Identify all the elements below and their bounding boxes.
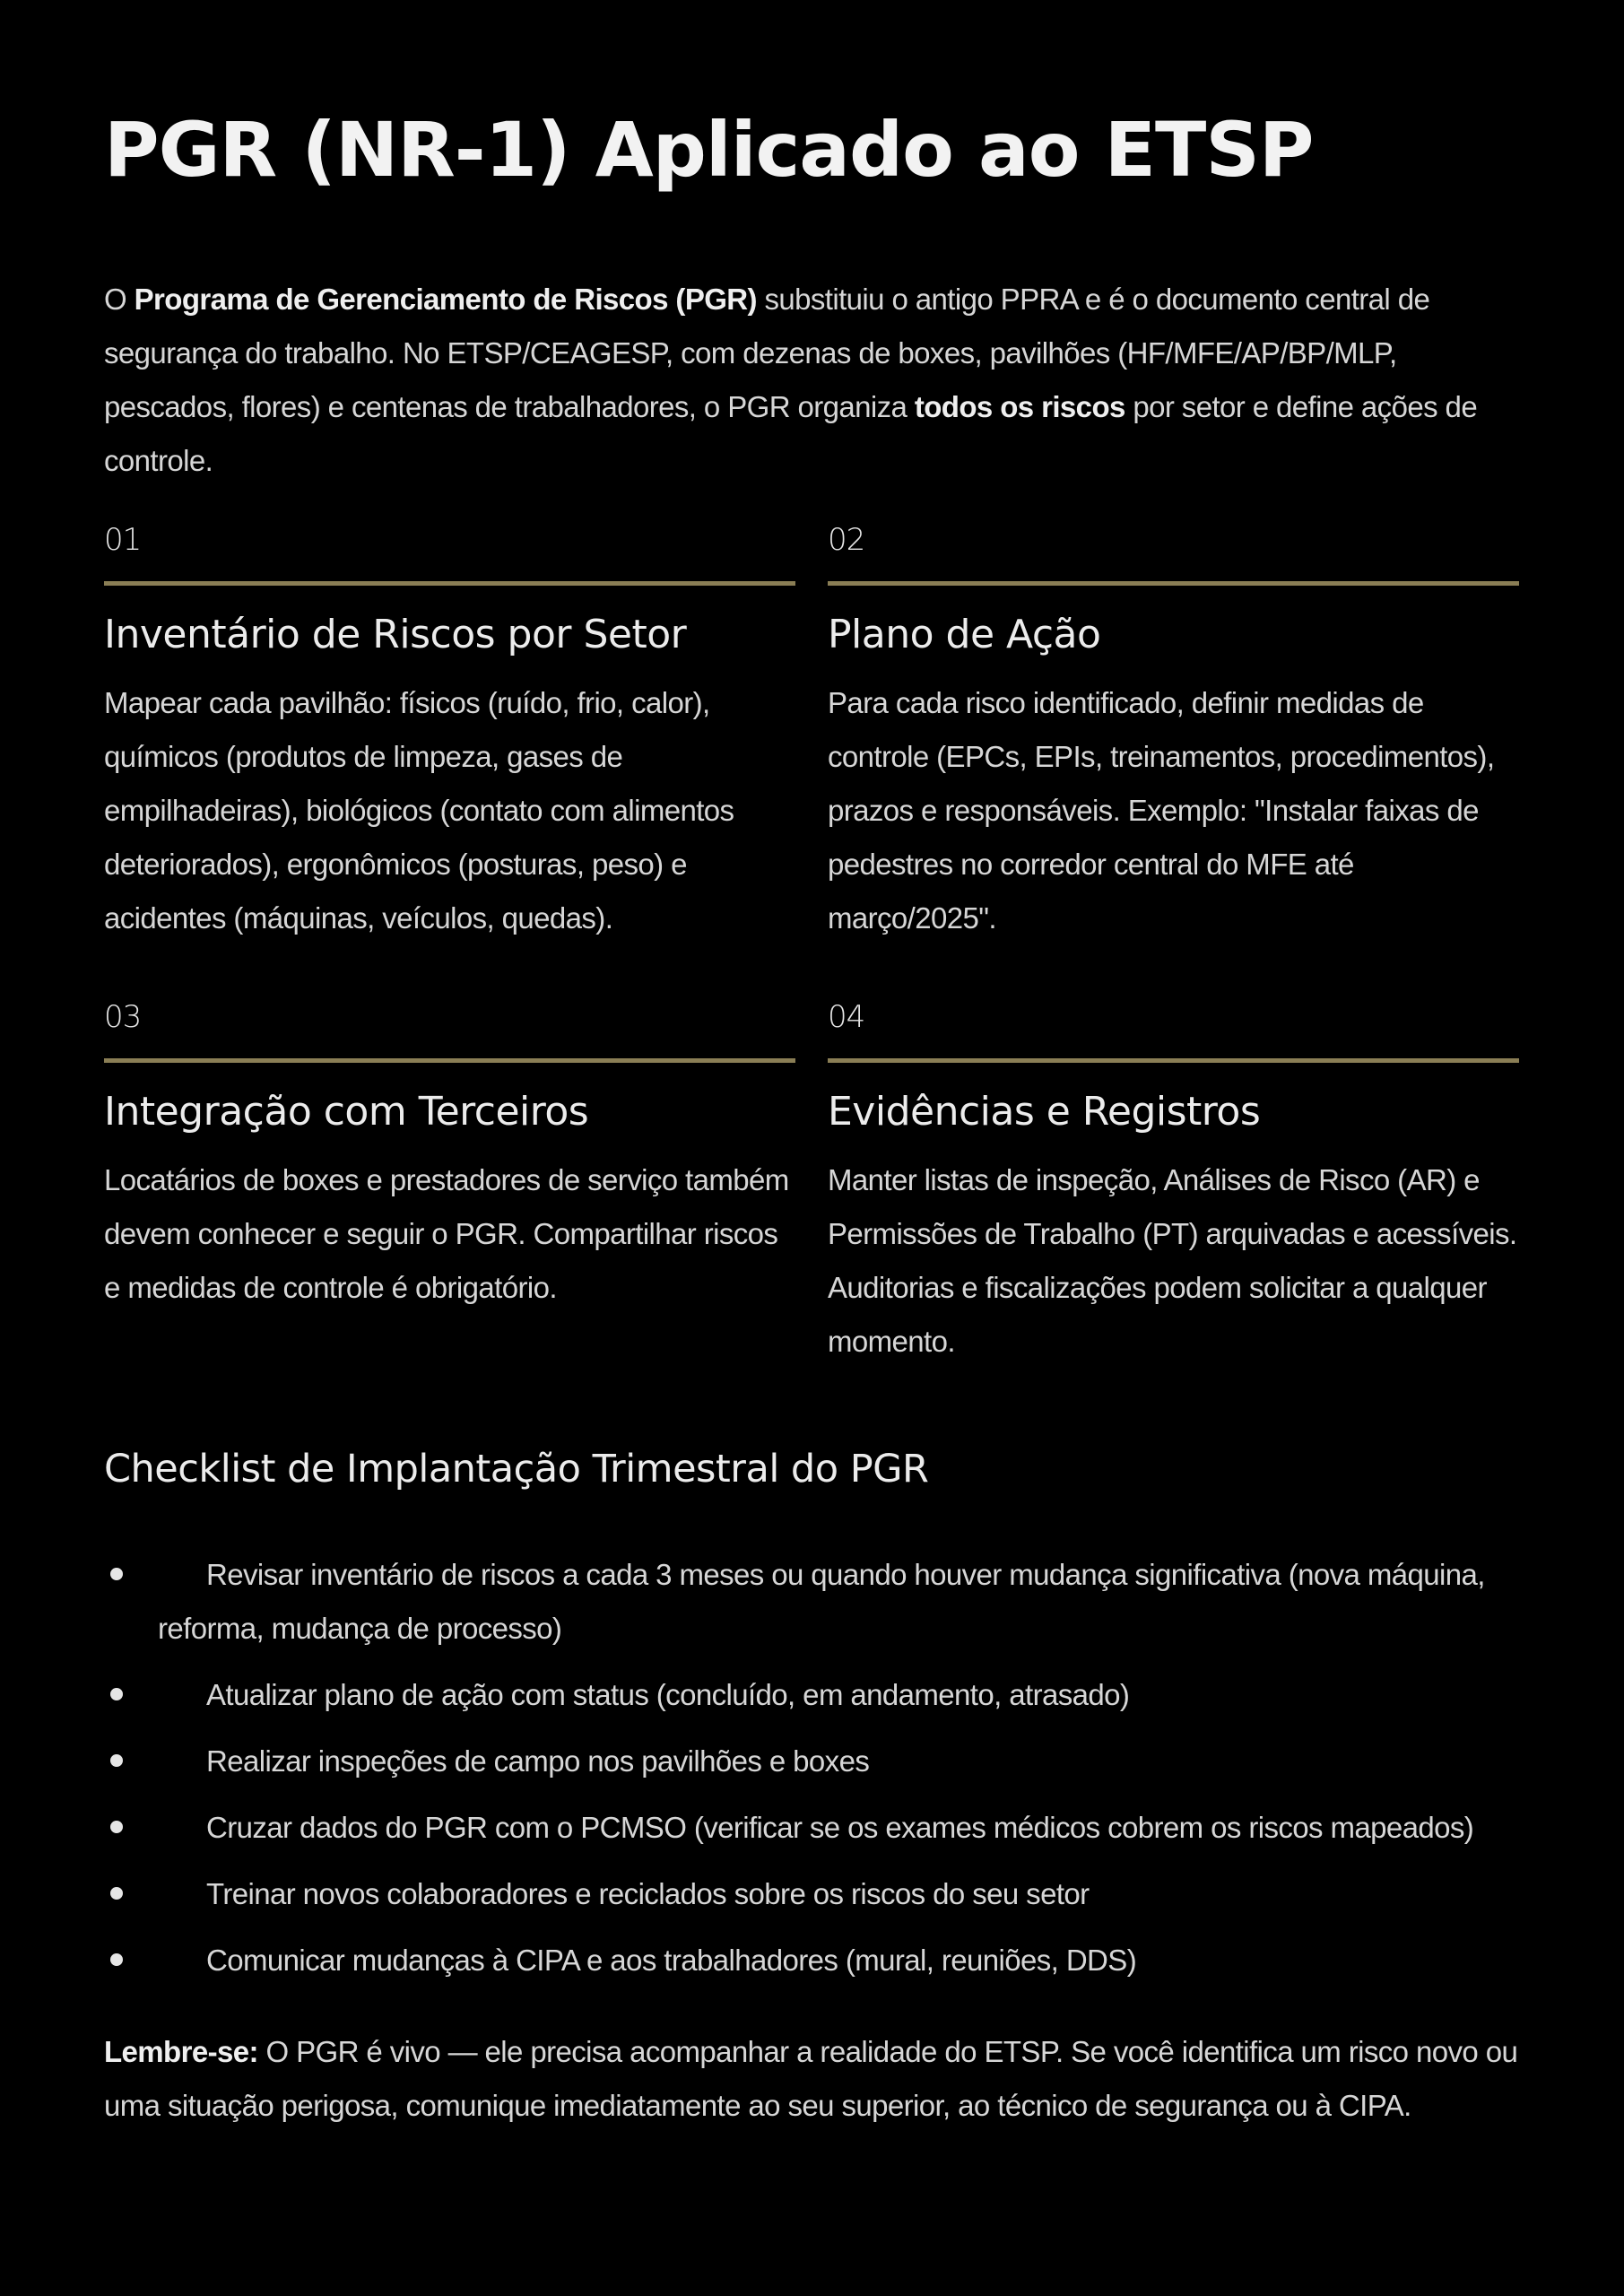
card-action-plan bbox=[828, 522, 1519, 945]
bullet-icon bbox=[110, 1754, 123, 1767]
card-divider bbox=[104, 1058, 795, 1063]
checklist-item bbox=[104, 1668, 1530, 1722]
bullet-icon bbox=[110, 1688, 123, 1700]
intro-bold-all-risks: todos os riscos bbox=[914, 390, 1125, 423]
card-heading: Plano de Ação bbox=[828, 612, 1101, 657]
checklist-item-text: Comunicar mudanças à CIPA e aos trabalhadores (mural, reuniões, DDS) bbox=[206, 1944, 1137, 1977]
checklist-item bbox=[104, 1548, 1530, 1656]
card-number: 03 bbox=[104, 999, 142, 1035]
card-description: Mapear cada pavilhão: físicos (ruído, frio, calor), químicos (produtos de limpeza, gases de empilhadeiras), biológicos (contato com alimentos deteriorados), ergonômicos (posturas, peso) e acidentes (máquinas, veículos, quedas). bbox=[104, 686, 734, 935]
bullet-icon bbox=[110, 1821, 123, 1833]
intro-suffix: por setor e define ações de controle. bbox=[104, 390, 1478, 477]
checklist-item-text: Treinar novos colaboradores e reciclados sobre os riscos do seu setor bbox=[206, 1877, 1090, 1910]
checklist bbox=[104, 1548, 1530, 2000]
checklist-item bbox=[104, 1934, 1530, 1987]
card-number: 02 bbox=[828, 522, 865, 558]
intro-bold-program: Programa de Gerenciamento de Riscos (PGR) bbox=[134, 283, 757, 316]
card-number: 01 bbox=[104, 522, 142, 558]
intro-paragraph bbox=[104, 273, 1521, 488]
card-divider bbox=[104, 581, 795, 586]
intro-middle: substituiu o antigo PPRA e é o documento central de segurança do trabalho. No ETSP/CEAGESP, com dezenas de boxes, pavilhões (HF/MFE/AP/BP/MLP, pescados, flores) e centenas de trabalhadores, o PGR organiza bbox=[104, 283, 1430, 423]
card-description: Locatários de boxes e prestadores de serviço também devem conhecer e seguir o PGR. Compartilhar riscos e medidas de controle é obrigatório. bbox=[104, 1163, 789, 1304]
card-divider bbox=[828, 1058, 1519, 1063]
reminder-note bbox=[104, 2025, 1521, 2133]
checklist-item-text: Revisar inventário de riscos a cada 3 meses ou quando houver mudança significativa (nova máquina, reforma, mudança de processo) bbox=[158, 1558, 1485, 1645]
bullet-icon bbox=[110, 1953, 123, 1966]
checklist-item-text: Cruzar dados do PGR com o PCMSO (verificar se os exames médicos cobrem os riscos mapeados) bbox=[206, 1811, 1474, 1844]
card-evidence-records bbox=[828, 999, 1519, 1369]
checklist-item bbox=[104, 1867, 1530, 1921]
card-third-party-integration bbox=[104, 999, 795, 1315]
card-heading: Evidências e Registros bbox=[828, 1089, 1261, 1135]
card-risk-inventory bbox=[104, 522, 795, 945]
checklist-title: Checklist de Implantação Trimestral do PGR bbox=[104, 1447, 929, 1492]
intro-prefix: O bbox=[104, 283, 135, 316]
card-number: 04 bbox=[828, 999, 865, 1035]
card-description: Manter listas de inspeção, Análises de Risco (AR) e Permissões de Trabalho (PT) arquivadas e acessíveis. Auditorias e fiscalizações podem solicitar a qualquer momento. bbox=[828, 1163, 1517, 1358]
card-divider bbox=[828, 581, 1519, 586]
checklist-item bbox=[104, 1801, 1530, 1855]
page-title: PGR (NR-1) Aplicado ao ETSP bbox=[104, 106, 1314, 194]
checklist-item-text: Realizar inspeções de campo nos pavilhões e boxes bbox=[206, 1744, 870, 1778]
card-heading: Integração com Terceiros bbox=[104, 1089, 589, 1135]
reminder-text: O PGR é vivo — ele precisa acompanhar a realidade do ETSP. Se você identifica um risco novo ou uma situação perigosa, comunique imediatamente ao seu superior, ao técnico de segurança ou à CIPA. bbox=[104, 2035, 1518, 2122]
checklist-item bbox=[104, 1735, 1530, 1788]
checklist-item-text: Atualizar plano de ação com status (concluído, em andamento, atrasado) bbox=[206, 1678, 1130, 1711]
card-description: Para cada risco identificado, definir medidas de controle (EPCs, EPIs, treinamentos, procedimentos), prazos e responsáveis. Exemplo: "Instalar faixas de pedestres no corredor central do MFE até março/2025". bbox=[828, 686, 1495, 935]
card-heading: Inventário de Riscos por Setor bbox=[104, 612, 687, 657]
bullet-icon bbox=[110, 1568, 123, 1580]
bullet-icon bbox=[110, 1887, 123, 1900]
reminder-label: Lembre-se: bbox=[104, 2035, 258, 2068]
